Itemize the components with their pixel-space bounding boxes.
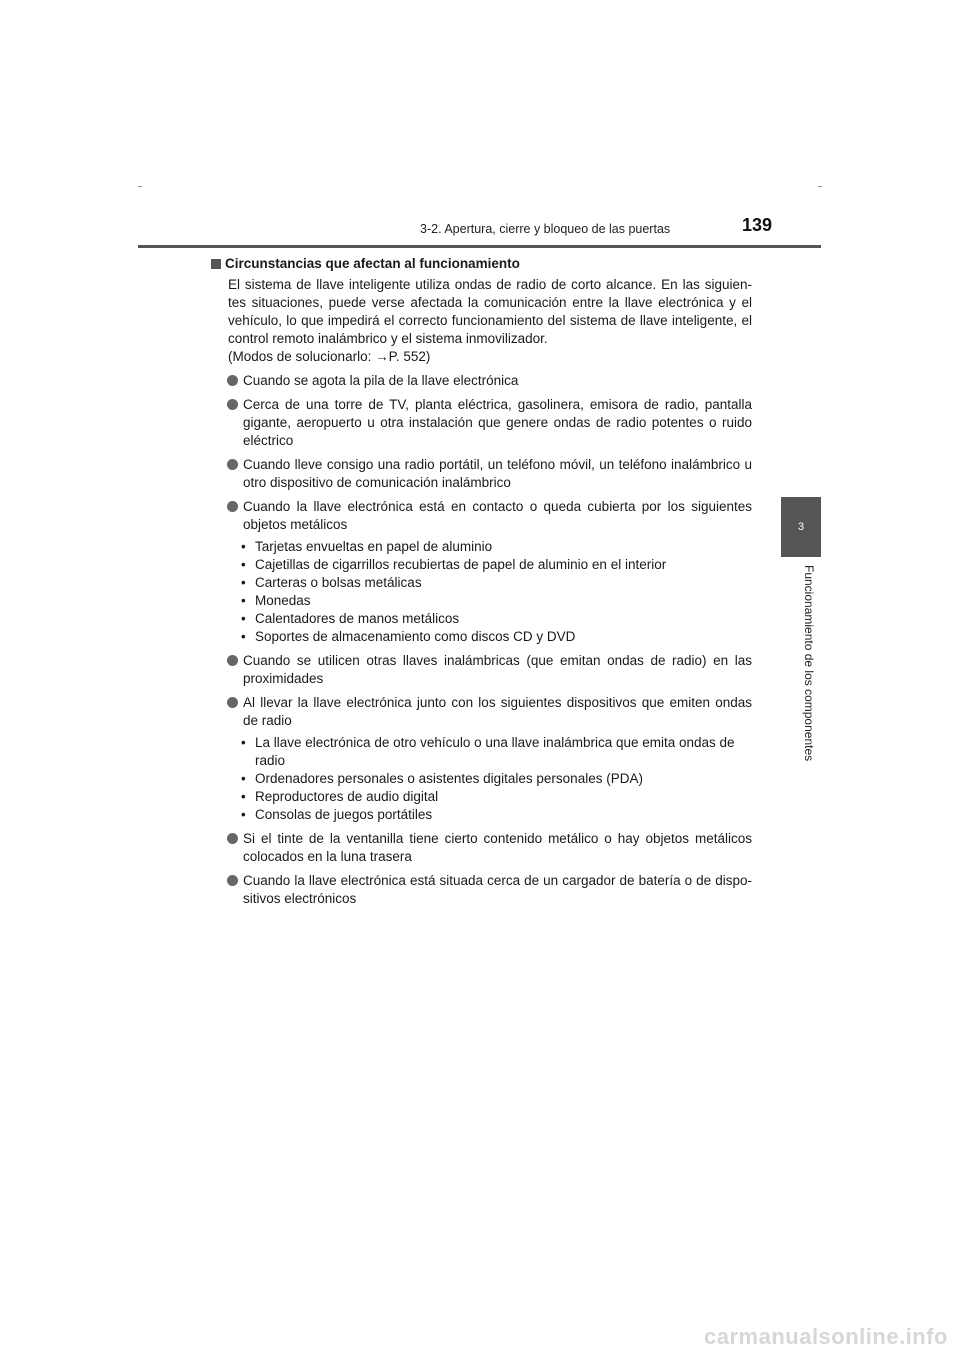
round-bullet-icon xyxy=(227,697,238,708)
list-item xyxy=(211,372,752,390)
list-item-text: Cuando se utilicen otras llaves inalámbricas (que emitan ondas de radio) en las proximidades xyxy=(243,653,752,686)
round-bullet-icon xyxy=(227,459,238,470)
header-section-title: 3-2. Apertura, cierre y bloqueo de las puertas xyxy=(420,222,671,236)
list-item-text: Cuando se agota la pila de la llave electrónica xyxy=(243,373,519,388)
list-item xyxy=(211,872,752,908)
sub-list-item-text: La llave electrónica de otro vehículo o una llave inalámbrica que emita ondas de radio xyxy=(255,735,735,768)
sub-list-item xyxy=(241,806,752,824)
page-number: 139 xyxy=(742,215,773,235)
sub-list-item xyxy=(241,556,752,574)
sub-list-item-text: Monedas xyxy=(255,593,311,608)
sub-bullet-mark: • xyxy=(241,807,246,822)
list-item-text: Cuando lleve consigo una radio portátil, un teléfono móvil, un teléfono inalámbrico u otro dispositivo de comunicación inalámbrico xyxy=(243,457,752,490)
sub-list-item-text: Tarjetas envueltas en papel de aluminio xyxy=(255,539,493,554)
sub-list-item xyxy=(241,788,752,806)
sub-bullet-mark: • xyxy=(241,611,246,626)
square-bullet-icon xyxy=(211,259,221,269)
round-bullet-icon xyxy=(227,375,238,386)
crop-mark-left xyxy=(138,186,142,187)
list-item xyxy=(211,456,752,492)
sub-bullet-mark: • xyxy=(241,539,246,554)
crop-mark-right xyxy=(818,186,822,187)
sub-bullet-mark: • xyxy=(241,789,246,804)
list-item-text: Cuando la llave electrónica está situada cerca de un cargador de batería o de dispo-sitivos electrónicos xyxy=(243,873,752,906)
sub-bullet-mark: • xyxy=(241,735,246,750)
list-item xyxy=(211,652,752,688)
round-bullet-icon xyxy=(227,833,238,844)
sub-list-item-text: Consolas de juegos portátiles xyxy=(255,807,433,822)
sub-bullet-mark: • xyxy=(241,771,246,786)
sub-list xyxy=(211,734,752,824)
list-item xyxy=(211,498,752,534)
section-heading-text: Circunstancias que afectan al funcionamiento xyxy=(225,256,520,271)
sub-list-item xyxy=(241,610,752,628)
chapter-tab xyxy=(781,497,821,557)
sub-bullet-mark: • xyxy=(241,593,246,608)
sub-list-item xyxy=(241,734,752,770)
chapter-tab-number: 3 xyxy=(797,521,805,533)
sub-list-item xyxy=(241,770,752,788)
intro-paragraph xyxy=(211,276,752,366)
sub-list-item-text: Calentadores de manos metálicos xyxy=(255,611,460,626)
round-bullet-icon xyxy=(227,501,238,512)
sub-list-item-text: Reproductores de audio digital xyxy=(255,789,439,804)
section-heading xyxy=(211,255,752,273)
list-item-text: Cerca de una torre de TV, planta eléctrica, gasolinera, emisora de radio, pantalla gigante, aeropuerto u otra instalación que genere ondas de radio potentes o ruido eléctrico xyxy=(243,397,752,448)
watermark-logo: carmanualsonline.info xyxy=(704,1324,948,1349)
sub-bullet-mark: • xyxy=(241,629,246,644)
header-divider xyxy=(138,245,821,248)
sub-list-item-text: Carteras o bolsas metálicas xyxy=(255,575,422,590)
sub-bullet-mark: • xyxy=(241,575,246,590)
sub-list-item-text: Ordenadores personales o asistentes digitales personales (PDA) xyxy=(255,771,643,786)
sub-list-item xyxy=(241,592,752,610)
list-item-text: Al llevar la llave electrónica junto con los siguientes dispositivos que emiten ondas de radio xyxy=(243,695,752,728)
sub-list xyxy=(211,538,752,646)
chapter-side-label: Funcionamiento de los componentes xyxy=(802,565,816,762)
sub-bullet-mark: • xyxy=(241,557,246,572)
sub-list-item xyxy=(241,628,752,646)
list-item xyxy=(211,396,752,450)
round-bullet-icon xyxy=(227,655,238,666)
intro-reference: (Modos de solucionarlo: →P. 552) xyxy=(228,349,431,364)
list-item xyxy=(211,694,752,730)
sub-list-item xyxy=(241,574,752,592)
main-content xyxy=(211,255,752,908)
list-item-text: Si el tinte de la ventanilla tiene cierto contenido metálico o hay objetos metálicos colocados en la luna trasera xyxy=(243,831,752,864)
bullet-list xyxy=(211,372,752,908)
sub-list-item-text: Soportes de almacenamiento como discos CD y DVD xyxy=(255,629,576,644)
sub-list-item xyxy=(241,538,752,556)
round-bullet-icon xyxy=(227,399,238,410)
list-item xyxy=(211,830,752,866)
round-bullet-icon xyxy=(227,875,238,886)
intro-text: El sistema de llave inteligente utiliza ondas de radio de corto alcance. En las siguien-tes situaciones, puede verse afectada la comunicación entre la llave electrónica y el vehículo, lo que impedirá el correcto funcionamiento del sistema de llave inteligente, el control remoto inalámbrico y el sistema inmovilizador. xyxy=(228,277,752,346)
list-item-text: Cuando la llave electrónica está en contacto o queda cubierta por los siguientes objetos metálicos xyxy=(243,499,752,532)
sub-list-item-text: Cajetillas de cigarrillos recubiertas de papel de aluminio en el interior xyxy=(255,557,667,572)
